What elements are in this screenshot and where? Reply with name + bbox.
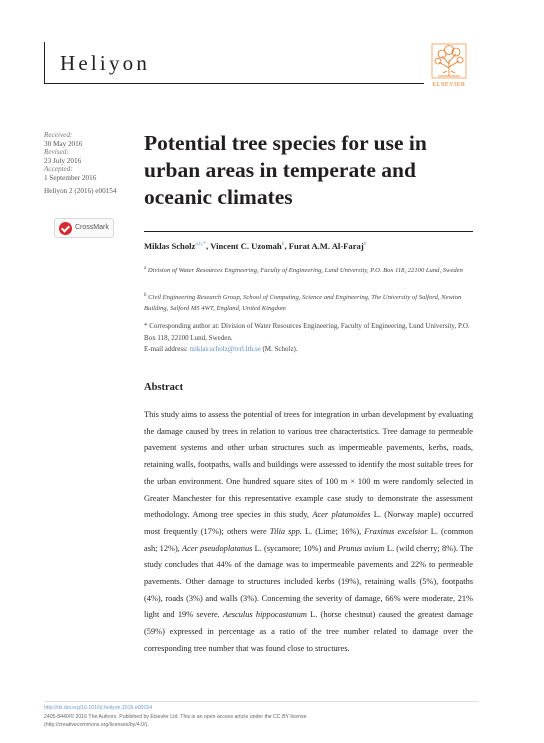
- crossmark-button[interactable]: [54, 218, 114, 238]
- author-list: [144, 241, 484, 251]
- revised-date: 23 July 2016: [44, 156, 82, 165]
- abstract-text: L. (Lime; 16%),: [301, 526, 365, 536]
- author-name[interactable]: Furat A.M. Al-Faraj: [288, 241, 364, 251]
- corresponding-author-text: * Corresponding author at: Division of Water Resources Engineering, Faculty of Engineering, Lund University, P.O. Box 118, 22100 Lund, Sweden.: [144, 322, 470, 342]
- species-name: Tilia spp.: [269, 526, 302, 536]
- affiliation-mark: b: [144, 293, 147, 298]
- title-rule: [144, 231, 473, 232]
- species-name: Prunus avium: [337, 543, 385, 553]
- license-link[interactable]: (http://creativecommons.org/licenses/by/4.0/).: [44, 722, 149, 729]
- abstract-text: L. (common ash; 12%),: [144, 526, 473, 553]
- elsevier-logo[interactable]: [426, 40, 472, 92]
- article-history: [44, 131, 134, 195]
- footer-rule: [44, 701, 478, 702]
- author-affiliation-mark[interactable]: b: [281, 241, 285, 248]
- journal-name: Heliyon: [60, 51, 151, 75]
- journal-header: [44, 42, 424, 84]
- abstract-text: L. (Norway maple) occurred most frequently (17%); others were: [144, 510, 473, 536]
- author-separator: ,: [206, 241, 211, 251]
- email-label: E-mail address:: [144, 345, 188, 353]
- author-affiliation-mark[interactable]: b: [363, 241, 367, 248]
- affiliation-text: Division of Water Resources Engineering, Faculty of Engineering, Lund University, P.O. Box 118, 22100 Lund, Sweden: [147, 267, 463, 275]
- author-name[interactable]: Vincent C. Uzomah: [210, 241, 282, 251]
- abstract-text: This study aims to assess the potential of trees for integration in urban development by evaluating the damage caused by trees in relation to various tree characteristics. Tree damage to permeable pavement systems and other urban structures such as impermeable pavements, kerbs, roads, retaining walls, footpaths, walls and buildings were assessed to identify the most suitable trees for the urban environment. One hundred square sites of 100 m × 100 m were randomly selected in Greater Manchester for this representative example case study to demonstrate the assessment methodology. Among tree species in this study,: [144, 410, 473, 520]
- crossmark-label: CrossMark: [75, 224, 109, 231]
- corresponding-author: [144, 321, 476, 356]
- species-name: Fraxinus excelsior: [364, 526, 428, 536]
- species-name: Acer pseudoplatanus: [182, 543, 253, 553]
- copyright-line: 2405-8440/© 2016 The Authors. Published by Elsevier Ltd. This is an open access article under the CC BY license: [44, 713, 307, 720]
- received-date: 30 May 2016: [44, 139, 83, 148]
- abstract-text: L. (sycamore; 10%) and: [252, 543, 338, 553]
- species-name: Aesculus hippocastanum: [223, 610, 307, 620]
- publisher-name: ELSEVIER: [432, 82, 466, 88]
- affiliation-mark: a: [144, 266, 147, 271]
- author-affiliation-mark[interactable]: a,b,*: [195, 241, 207, 248]
- elsevier-tree-icon: [426, 40, 472, 82]
- accepted-label: Accepted:: [44, 165, 73, 174]
- author-separator: ,: [284, 241, 289, 251]
- header-vertical-rule: [44, 42, 45, 84]
- doi-link[interactable]: http://dx.doi.org/10.1016/j.heliyon.2016.e00154: [44, 705, 153, 711]
- affiliation-b: [144, 290, 476, 314]
- abstract-heading: Abstract: [144, 382, 184, 393]
- article-title: Potential tree species for use in urban areas in temperate and oceanic climates: [144, 131, 427, 209]
- accepted-date: 1 September 2016: [44, 173, 97, 182]
- email-link[interactable]: miklas.scholz@tvrl.lth.se: [189, 345, 261, 353]
- affiliation-a: [144, 263, 476, 276]
- author-name[interactable]: Miklas Scholz: [144, 241, 196, 251]
- email-line: [144, 344, 476, 356]
- abstract-body: [144, 407, 473, 658]
- species-name: Acer platanoides: [312, 510, 371, 520]
- abstract-text: L. (horse chestnut) caused the greatest damage (59%) expressed in percentage as a ratio of the tree number related to damage over the corresponding tree number that was found close to structures.: [144, 610, 473, 653]
- header-horizontal-rule: [44, 83, 424, 84]
- email-suffix: (M. Scholz).: [262, 345, 298, 353]
- journal-citation: Heliyon 2 (2016) e00154: [44, 186, 117, 195]
- revised-label: Revised:: [44, 148, 69, 157]
- crossmark-icon: [59, 222, 72, 235]
- received-label: Received:: [44, 131, 73, 139]
- affiliation-text: Civil Engineering Research Group, School of Computing, Science and Engineering, The University of Salford, Newton Building, Salford M5 4WT, England, United Kingdom: [144, 294, 462, 313]
- abstract-text: L. (wild cherry; 8%). The study concludes that 44% of the damage was to impermeable pavements and 22% to permeable pavements. Other damage to structures included kerbs (19%), retaining walls (5%), footpaths (4%), roads (3%) and walls (3%). Concerning the severity of damage, 66% were moderate, 21% light and 19% severe.: [144, 543, 473, 620]
- page-footer: [44, 704, 484, 730]
